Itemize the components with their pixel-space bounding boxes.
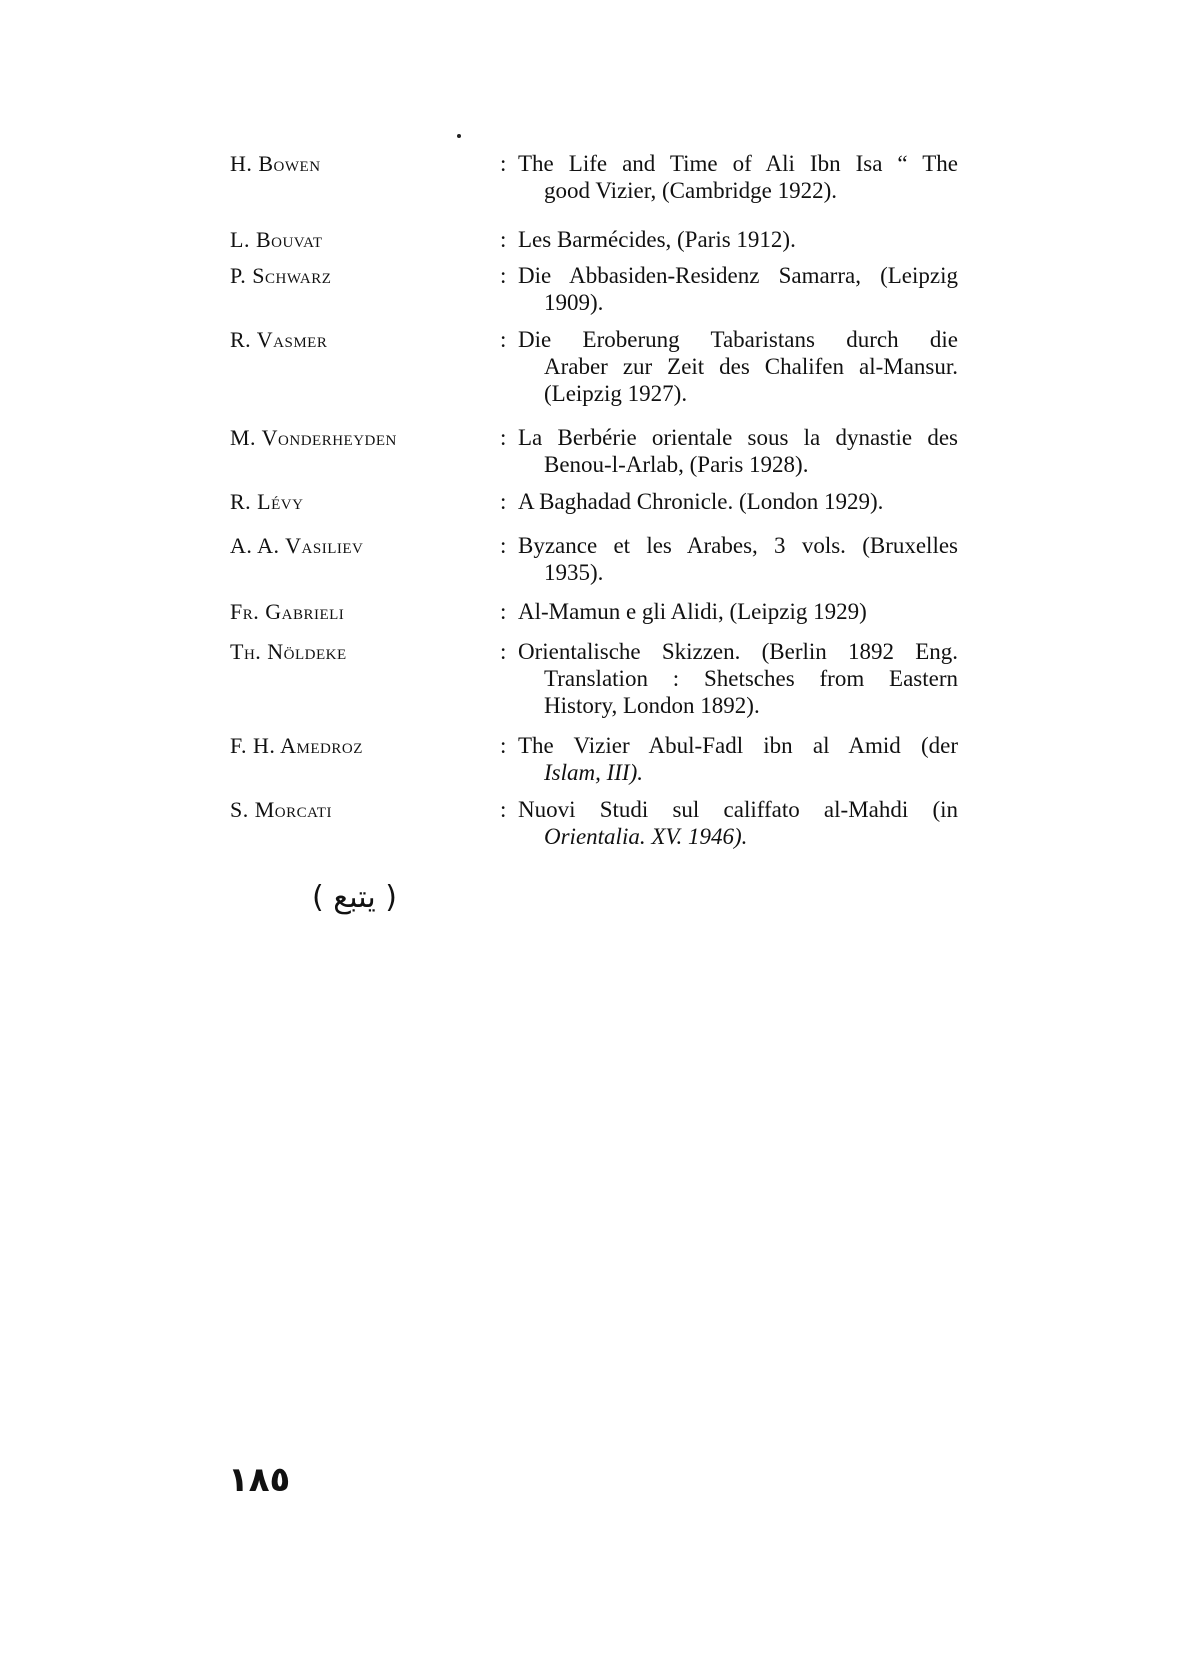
entry-work-line: History, London 1892). [544, 693, 760, 718]
journal-title: Islam, III). [544, 760, 643, 785]
entry-separator: : [500, 797, 507, 822]
entry-separator: : [500, 425, 507, 450]
entry-work-line: Al-Mamun e gli Alidi, (Leipzig 1929) [518, 599, 867, 624]
entry-work-line: Die Eroberung Tabaristans durch die [518, 327, 958, 352]
entry-work-line: Nuovi Studi sul califfato al-Mahdi (in [518, 797, 958, 822]
entry-work-line: good Vizier, (Cambridge 1922). [544, 178, 838, 203]
entry-work-line: Benou-l-Arlab, (Paris 1928). [544, 452, 809, 477]
entry-author: P. Schwarz [230, 263, 332, 288]
entry-separator: : [500, 639, 507, 664]
entry-author: R. Lévy [230, 489, 304, 514]
entry-author: Th. Nöldeke [230, 639, 347, 664]
entry-work-line: The Vizier Abul-Fadl ibn al Amid (der [518, 733, 958, 758]
entry-work-line: Araber zur Zeit des Chalifen al-Mansur. [544, 354, 958, 379]
page-number: ١٨٥ [228, 1460, 291, 1500]
entry-work-line: Byzance et les Arabes, 3 vols. (Bruxelles [518, 533, 958, 558]
entry-author: Fr. Gabrieli [230, 599, 345, 624]
entry-author: F. H. Amedroz [230, 733, 363, 758]
entry-work-line [518, 823, 958, 850]
entry-work [518, 150, 958, 204]
entry-work [518, 488, 958, 515]
journal-title: Orientalia. XV. 1946). [544, 824, 748, 849]
entry-separator: : [500, 327, 507, 352]
entry-author: L. Bouvat [230, 227, 323, 252]
entry-author: M. Vonderheyden [230, 425, 397, 450]
entry-work [518, 424, 958, 478]
entry-work [518, 326, 958, 407]
entry-separator: : [500, 263, 507, 288]
entry-work-line: Les Barmécides, (Paris 1912). [518, 227, 796, 252]
entry-work [518, 638, 958, 719]
entry-work [518, 598, 958, 625]
entry-work [518, 226, 958, 253]
entry-separator: : [500, 227, 507, 252]
stray-dot-mark [457, 134, 461, 138]
entry-separator: : [500, 599, 507, 624]
entry-separator: : [500, 533, 507, 558]
entry-separator: : [500, 151, 507, 176]
entry-author: A. A. Vasiliev [230, 533, 364, 558]
entry-author: R. Vasmer [230, 327, 328, 352]
entry-work-line: (Leipzig 1927). [544, 381, 688, 406]
entry-author: S. Morcati [230, 797, 332, 822]
entry-work-line: The Life and Time of Ali Ibn Isa “ The [518, 151, 958, 176]
continued-label: ( يتبع ) [312, 880, 397, 915]
entry-work [518, 732, 958, 786]
entry-separator: : [500, 733, 507, 758]
entry-separator: : [500, 489, 507, 514]
entry-work-line: A Baghadad Chronicle. (London 1929). [518, 489, 884, 514]
entry-work [518, 532, 958, 586]
entry-work-line: Orientalische Skizzen. (Berlin 1892 Eng. [518, 639, 958, 664]
entry-work-line: La Berbérie orientale sous la dynastie des [518, 425, 958, 450]
entry-author: H. Bowen [230, 151, 321, 176]
entry-work [518, 796, 958, 850]
entry-work-line: 1909). [544, 290, 604, 315]
entry-work-line: Translation : Shetsches from Eastern [544, 666, 958, 691]
entry-work-line: Die Abbasiden-Residenz Samarra, (Leipzig [518, 263, 958, 288]
entry-work-line [518, 759, 958, 786]
entry-work [518, 262, 958, 316]
entry-work-line: 1935). [544, 560, 604, 585]
